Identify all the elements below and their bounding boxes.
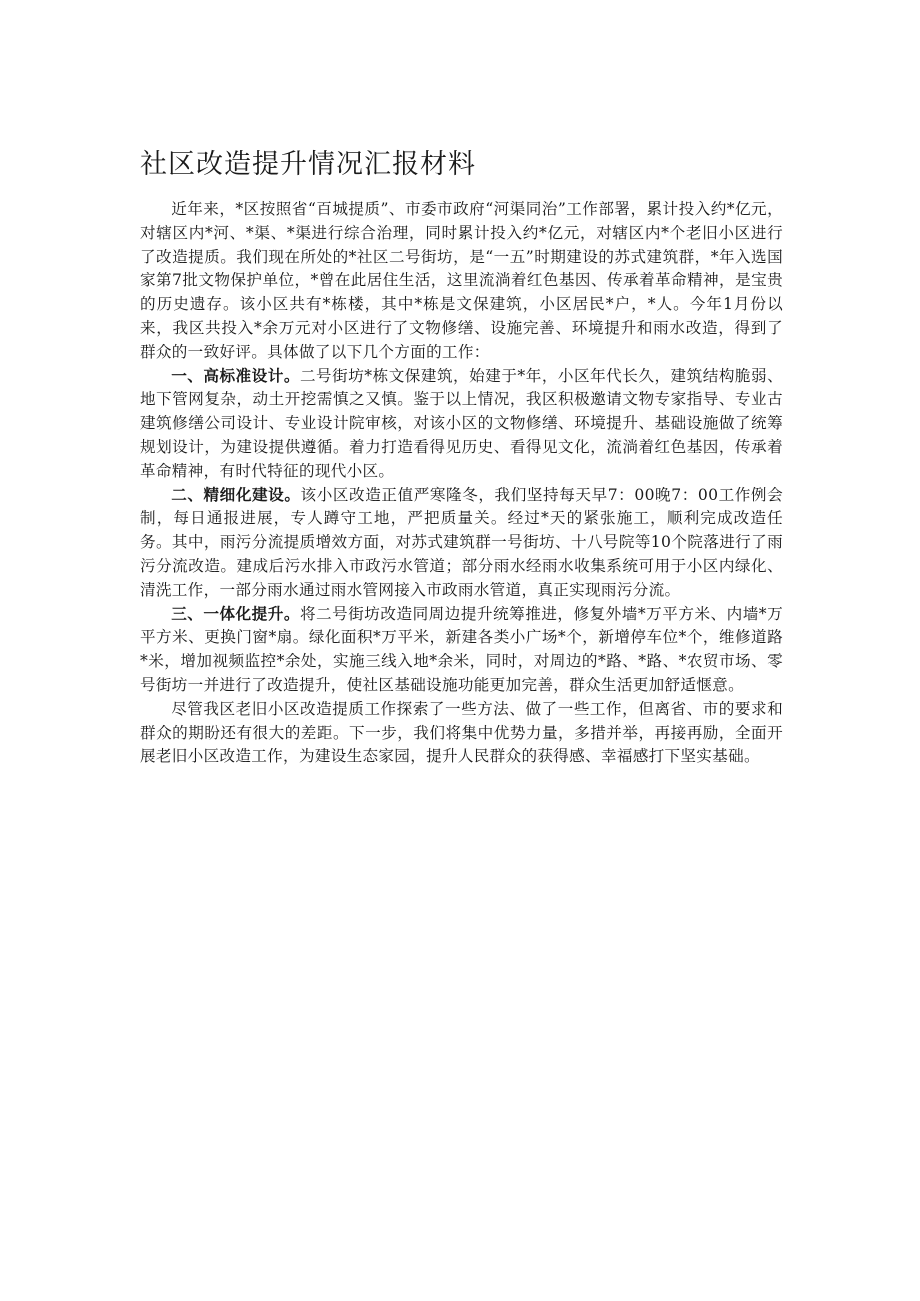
section-heading: 二、精细化建设。 (171, 485, 301, 504)
paragraph-text: 近年来，*区按照省“百城提质”、市委市政府“河渠同治”工作部署，累计投入约*亿元，对辖区内*河、*渠、*渠进行综合治理，同时累计投入约*亿元，对辖区内*个老旧小区进行了改造提质。我们现在所处的*社区二号街坊，是“一五”时期建设的苏式建筑群，*年入选国家第7批文物保护单位，*曾在此居住生活，这里流淌着红色基因、传承着革命精神，是宝贵的历史遗存。该小区共有*栋楼，其中*栋是文保建筑，小区居民*户，*人。今年1月份以来，我区共投入*余万元对小区进行了文物修缮、设施完善、环境提升和雨水改造，得到了群众的一致好评。具体做了以下几个方面的工作： (140, 200, 783, 361)
paragraph-construction (140, 484, 783, 603)
document-title: 社区改造提升情况汇报材料 (140, 149, 476, 180)
document-body (140, 198, 783, 769)
paragraph-text: 尽管我区老旧小区改造提质工作探索了一些方法、做了一些工作，但离省、市的要求和群众的期盼还有很大的差距。下一步，我们将集中优势力量，多措并举，再接再励，全面开展老旧小区改造工作，为建设生态家园，提升人民群众的获得感、幸福感打下坚实基础。 (140, 699, 783, 766)
paragraph-intro (140, 198, 783, 365)
section-heading: 三、一体化提升。 (171, 604, 300, 623)
paragraph-integration (140, 603, 783, 698)
paragraph-text: 二号街坊*栋文保建筑，始建于*年，小区年代长久，建筑结构脆弱、地下管网复杂，动土开挖需慎之又慎。鉴于以上情况，我区积极邀请文物专家指导、专业古建筑修缮公司设计、专业设计院审核，对该小区的文物修缮、环境提升、基础设施做了统筹规划设计，为建设提供遵循。着力打造看得见历史、看得见文化，流淌着红色基因，传承着革命精神，有时代特征的现代小区。 (140, 366, 783, 480)
paragraph-text: 该小区改造正值严寒隆冬，我们坚持每天早7：00晚7：00工作例会制，每日通报进展，专人蹲守工地，严把质量关。经过*天的紧张施工，顺利完成改造任务。其中，雨污分流提质增效方面，对苏式建筑群一号街坊、十八号院等10个院落进行了雨污分流改造。建成后污水排入市政污水管道；部分雨水经雨水收集系统可用于小区内绿化、清洗工作，一部分雨水通过雨水管网接入市政雨水管道，真正实现雨污分流。 (140, 485, 783, 599)
paragraph-text: 将二号街坊改造同周边提升统筹推进，修复外墙*万平方米、内墙*万平方米、更换门窗*扇。绿化面积*万平米，新建各类小广场*个，新增停车位*个，维修道路*米，增加视频监控*余处，实施三线入地*余米，同时，对周边的*路、*路、*农贸市场、零号街坊一并进行了改造提升，使社区基础设施功能更加完善，群众生活更加舒适惬意。 (140, 604, 783, 694)
paragraph-design (140, 365, 783, 484)
paragraph-conclusion (140, 698, 783, 769)
section-heading: 一、高标准设计。 (171, 366, 300, 385)
